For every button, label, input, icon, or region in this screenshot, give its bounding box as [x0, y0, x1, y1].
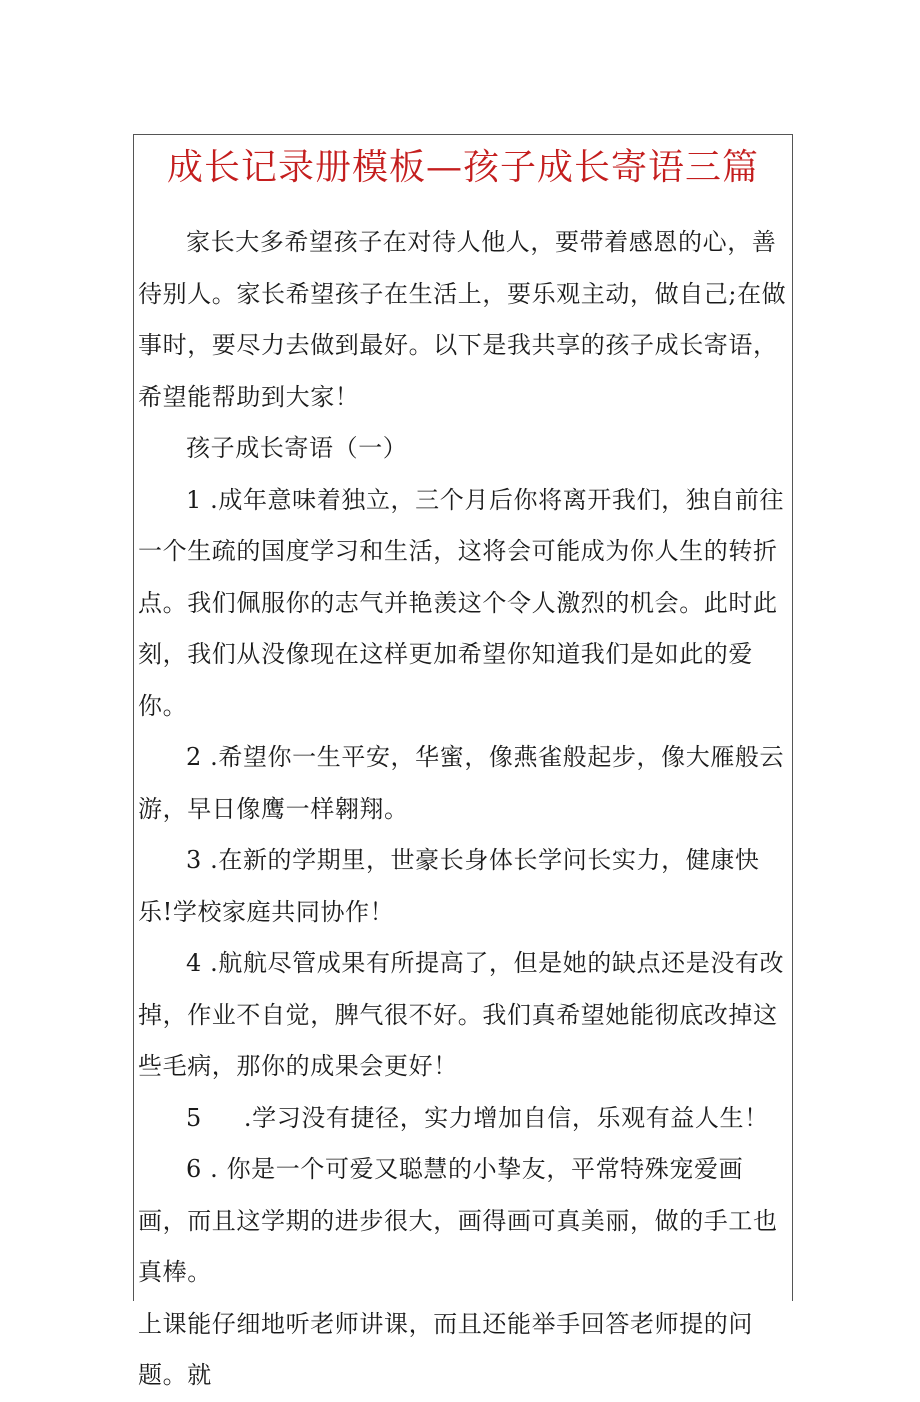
item-text: .在新的学期里，世豪长身体长学问长实力，健康快乐!学校家庭共同协作！ [138, 846, 760, 926]
item-number: 6 [186, 1155, 202, 1183]
item-number: 1 [186, 485, 202, 514]
item-number: 5 [186, 1103, 202, 1132]
continuation-paragraph: 上课能仔细地听老师讲课，而且还能举手回答老师提的问题。就 [138, 1309, 753, 1389]
item-number: 3 [186, 846, 202, 874]
section-heading: 孩子成长寄语（一） [186, 434, 408, 462]
list-item [138, 1144, 790, 1299]
item-text: .成年意味着独立，三个月后你将离开我们，独自前往一个生疏的国度学习和生活，这将会可能成为你人生的转折点。我们佩服你的志气并艳羡这个令人激烈的机会。此时此刻，我们从没像现在这样更加希望你知道我们是如此的爱你。 [138, 485, 785, 720]
intro-paragraph: 家长大多希望孩子在对待人他人，要带着感恩的心，善待别人。家长希望孩子在生活上，要乐观主动，做自己;在做事时，要尽力去做到最好。以下是我共享的孩子成长寄语，希望能帮助到大家！ [138, 228, 787, 411]
item-number: 4 [186, 949, 202, 977]
document-body [138, 217, 790, 1402]
page-frame [133, 134, 793, 1389]
item-text: .学习没有捷径，实力增加自信，乐观有益人生！ [243, 1103, 769, 1132]
list-item [138, 1093, 790, 1145]
item-text: .希望你一生平安，华蜜，像燕雀般起步，像大雁般云游，早日像鹰一样翱翔。 [138, 743, 785, 823]
item-text: . 你是一个可爱又聪慧的小挚友，平常特殊宠爱画画，而且这学期的进步很大，画得画可真美丽，做的手工也真棒。 [138, 1155, 778, 1286]
document-title: 成长记录册模板—孩子成长寄语三篇 [166, 147, 759, 188]
item-number: 2 [186, 743, 202, 771]
list-item [138, 732, 790, 835]
list-item [138, 475, 790, 733]
item-text: .航航尽管成果有所提高了，但是她的缺点还是没有改掉，作业不自觉，脾气很不好。我们真希望她能彻底改掉这些毛病，那你的成果会更好！ [138, 949, 785, 1080]
list-item [138, 938, 790, 1093]
list-item [138, 835, 790, 938]
